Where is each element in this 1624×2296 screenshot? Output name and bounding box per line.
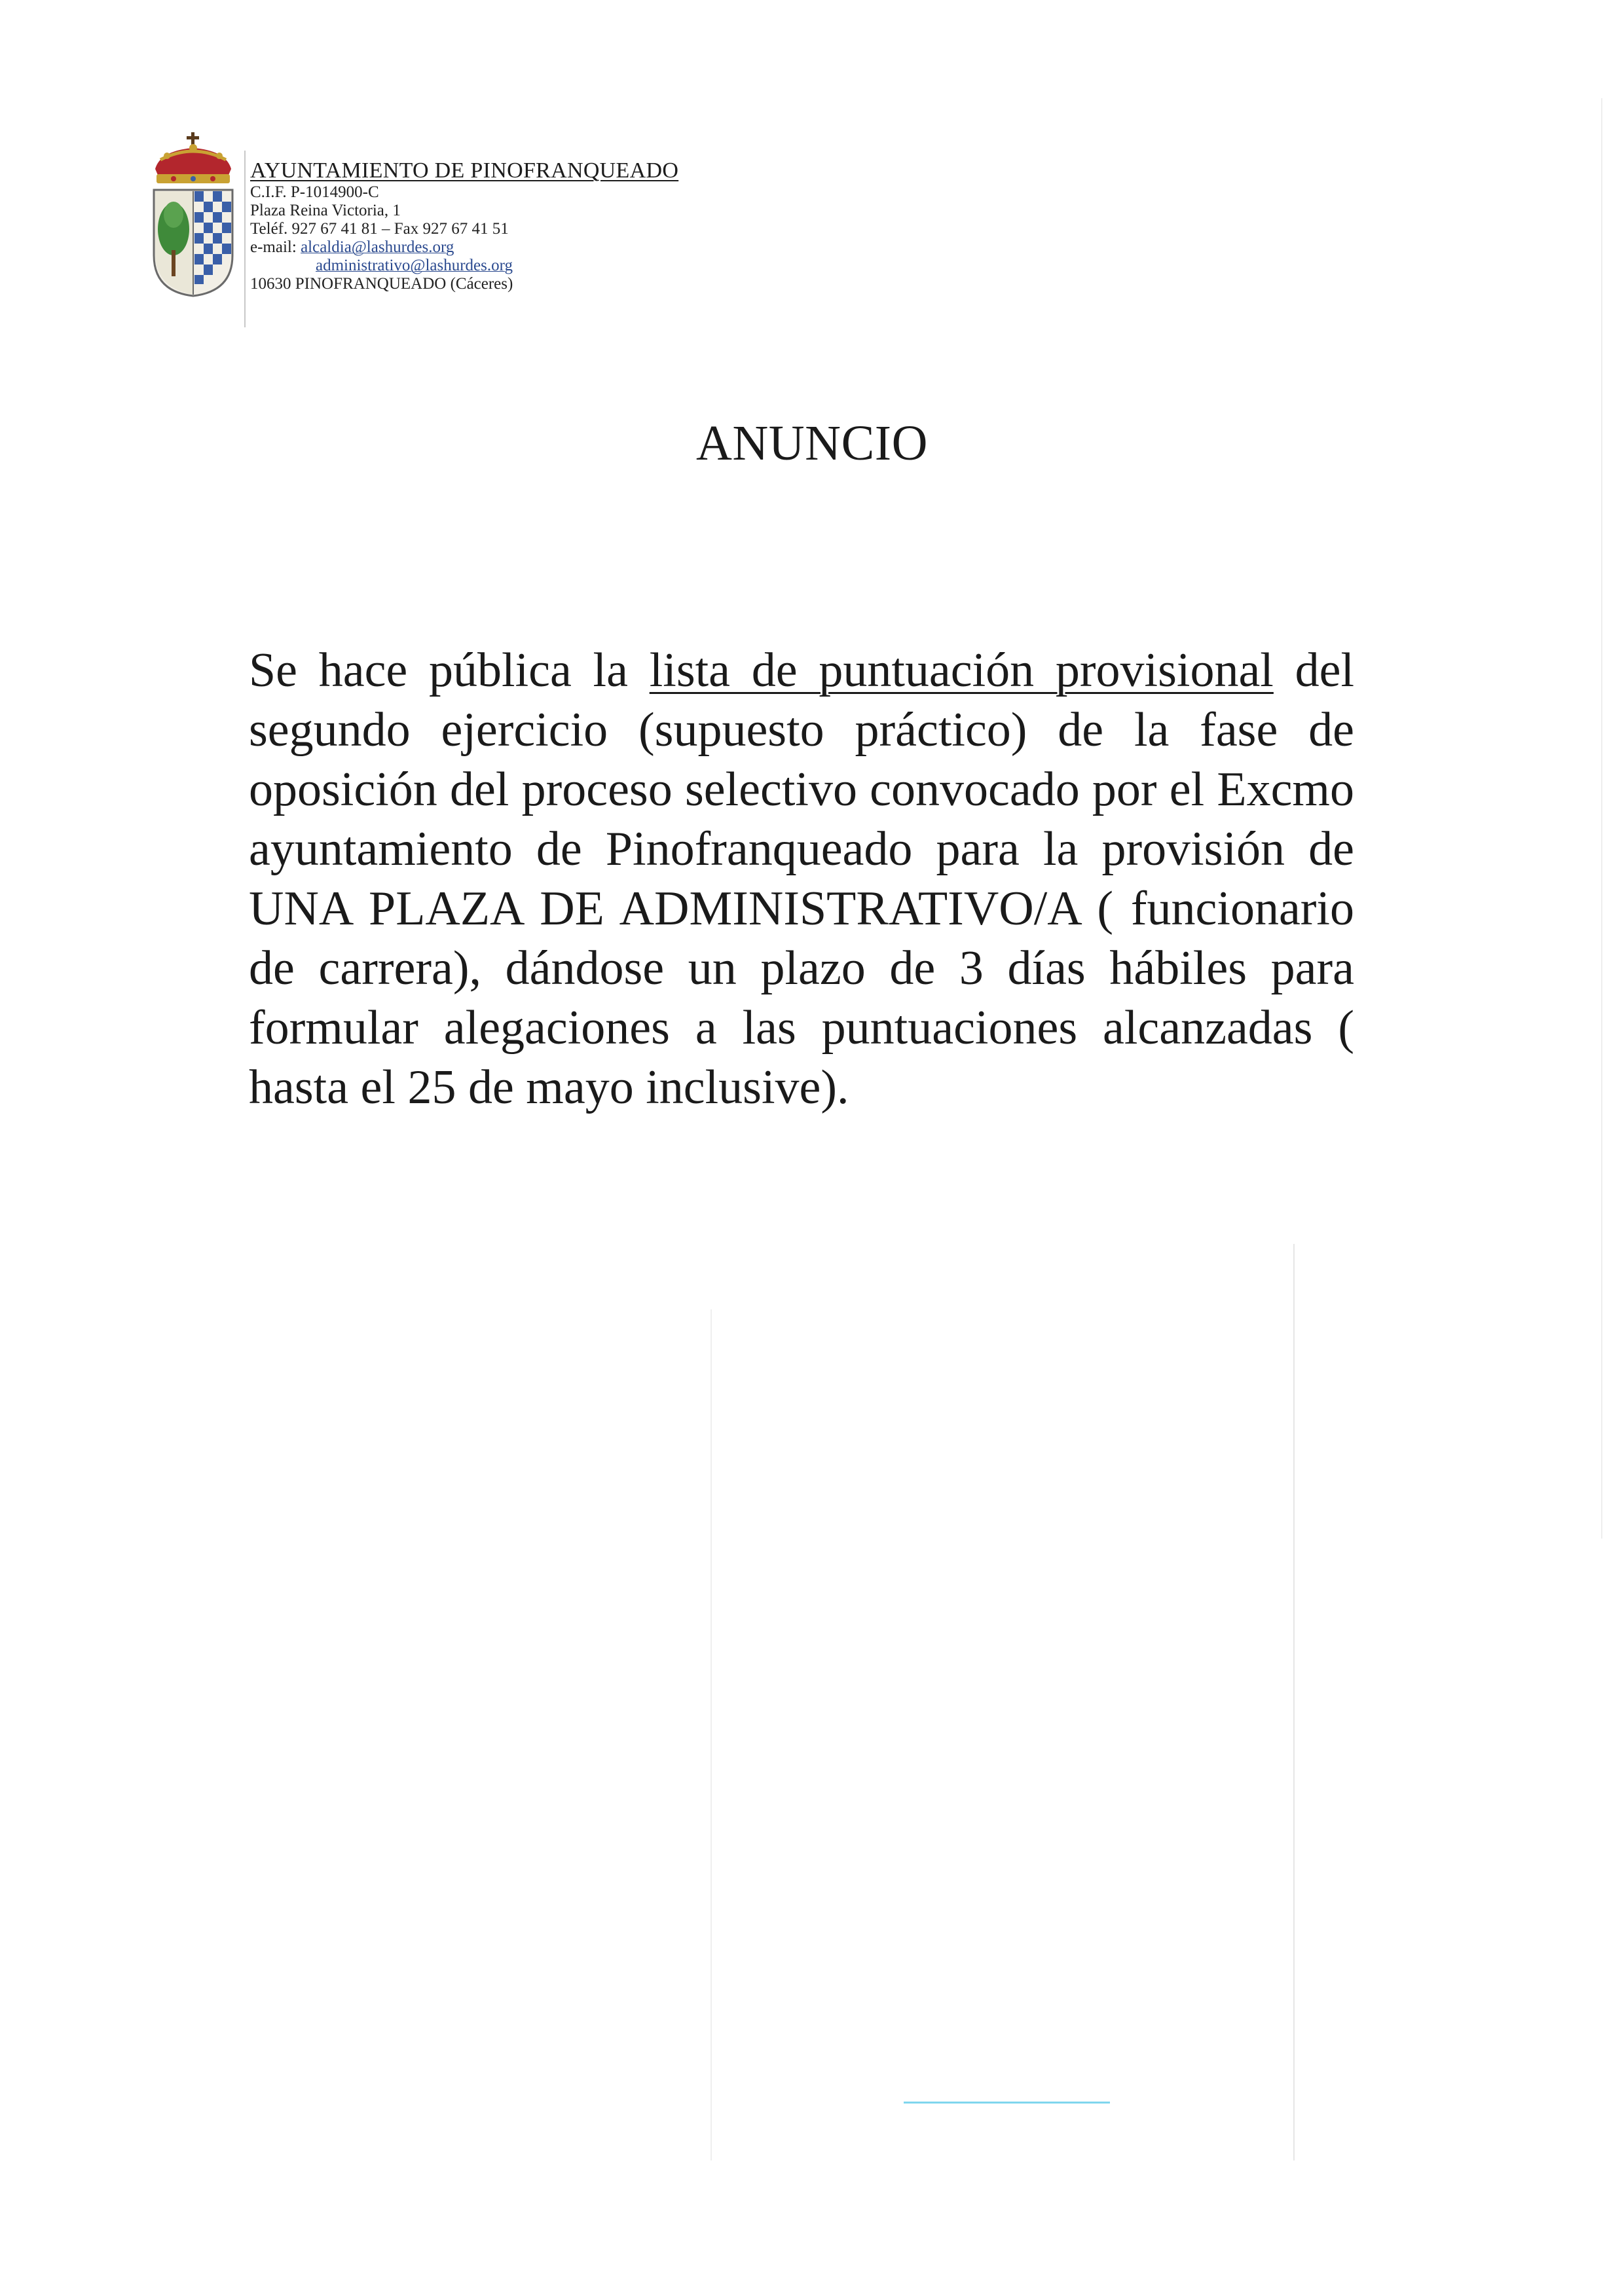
organization-email-row-2: [250, 257, 800, 275]
organization-info: [250, 158, 800, 293]
scan-artifact: [1293, 1244, 1295, 2160]
organization-cif: C.I.F. P-1014900-C: [250, 183, 379, 201]
email-label: e-mail:: [250, 238, 297, 256]
body-highlight: lista de puntuación provisional: [649, 644, 1274, 697]
email-link-primary[interactable]: alcaldia@lashurdes.org: [301, 238, 454, 256]
scan-artifact: [904, 2102, 1110, 2104]
scan-artifact: [710, 1309, 712, 2160]
scan-artifact: [1601, 98, 1602, 1539]
organization-email-row: [250, 238, 800, 257]
organization-address: Plaza Reina Victoria, 1: [250, 202, 401, 219]
coat-of-arms-icon: [147, 131, 239, 301]
body-intro: Se hace pública la: [249, 644, 650, 697]
letterhead: [147, 131, 802, 340]
document-title: ANUNCIO: [696, 416, 928, 471]
organization-postal-address: 10630 PINOFRANQUEADO (Cáceres): [250, 275, 513, 293]
body-rest: del segundo ejercicio (supuesto práctico) de la fase de oposición del proceso selectivo convocado por el Excmo ayuntamiento de Pinofranqueado para la provisión de UNA PLAZA DE ADMINISTRATIVO/A ( funcionario de carrera), dándose un plazo de 3 días hábiles para formular alegaciones a las puntuaciones alcanzadas ( hasta el 25 de mayo inclusive).: [249, 644, 1354, 1114]
organization-phone-fax: Teléf. 927 67 41 81 – Fax 927 67 41 51: [250, 220, 509, 238]
email-link-secondary[interactable]: administrativo@lashurdes.org: [316, 257, 513, 274]
letterhead-divider: [244, 151, 246, 327]
organization-name: AYUNTAMIENTO DE PINOFRANQUEADO: [250, 158, 679, 183]
announcement-body: [249, 641, 1354, 1118]
